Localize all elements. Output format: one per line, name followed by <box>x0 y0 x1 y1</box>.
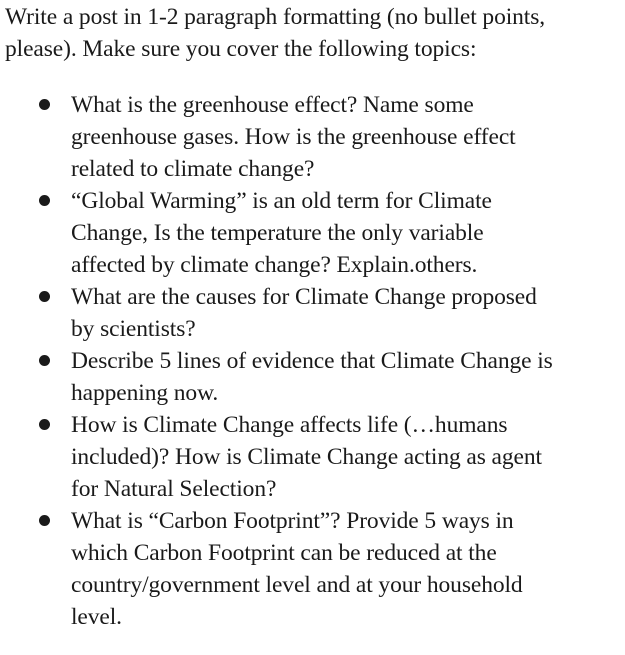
topic-item-effects-on-life <box>5 409 623 505</box>
topic-list <box>5 89 623 633</box>
topic-line: which Carbon Footprint can be reduced at the <box>71 540 497 566</box>
topic-line: by scientists? <box>71 316 196 342</box>
topic-line: “Global Warming” is an old term for Climate <box>71 188 492 214</box>
intro-paragraph <box>5 0 623 65</box>
topic-line: greenhouse gases. How is the greenhouse effect <box>71 124 516 150</box>
topic-item-evidence <box>5 345 623 409</box>
bullet-icon <box>39 419 50 430</box>
topic-item-global-warming <box>5 185 623 281</box>
topic-item-carbon-footprint <box>5 505 623 633</box>
topic-line: happening now. <box>71 380 219 406</box>
topic-line: How is Climate Change affects life (…humans <box>71 412 508 438</box>
topic-item-causes <box>5 281 623 345</box>
topic-line: included)? How is Climate Change acting as agent <box>71 444 542 470</box>
topic-line: affected by climate change? Explain.others. <box>71 252 478 278</box>
bullet-icon <box>39 291 50 302</box>
topic-item-greenhouse-effect <box>5 89 623 185</box>
topic-line: level. <box>71 604 122 630</box>
topic-line: Change, Is the temperature the only variable <box>71 220 484 246</box>
bullet-icon <box>39 355 50 366</box>
topic-line: for Natural Selection? <box>71 476 277 502</box>
bullet-icon <box>39 195 50 206</box>
topic-line: country/government level and at your household <box>71 572 523 598</box>
topic-line: Describe 5 lines of evidence that Climate Change is <box>71 348 553 374</box>
topic-line: What is the greenhouse effect? Name some <box>71 92 474 118</box>
bullet-icon <box>39 515 50 526</box>
bullet-icon <box>39 99 50 110</box>
topic-line: related to climate change? <box>71 156 315 182</box>
topic-line: What are the causes for Climate Change proposed <box>71 284 537 310</box>
assignment-document <box>5 0 623 633</box>
topic-line: What is “Carbon Footprint”? Provide 5 ways in <box>71 508 514 534</box>
intro-line: Write a post in 1-2 paragraph formatting (no bullet points, <box>5 4 546 30</box>
intro-line: please). Make sure you cover the following topics: <box>5 36 477 62</box>
